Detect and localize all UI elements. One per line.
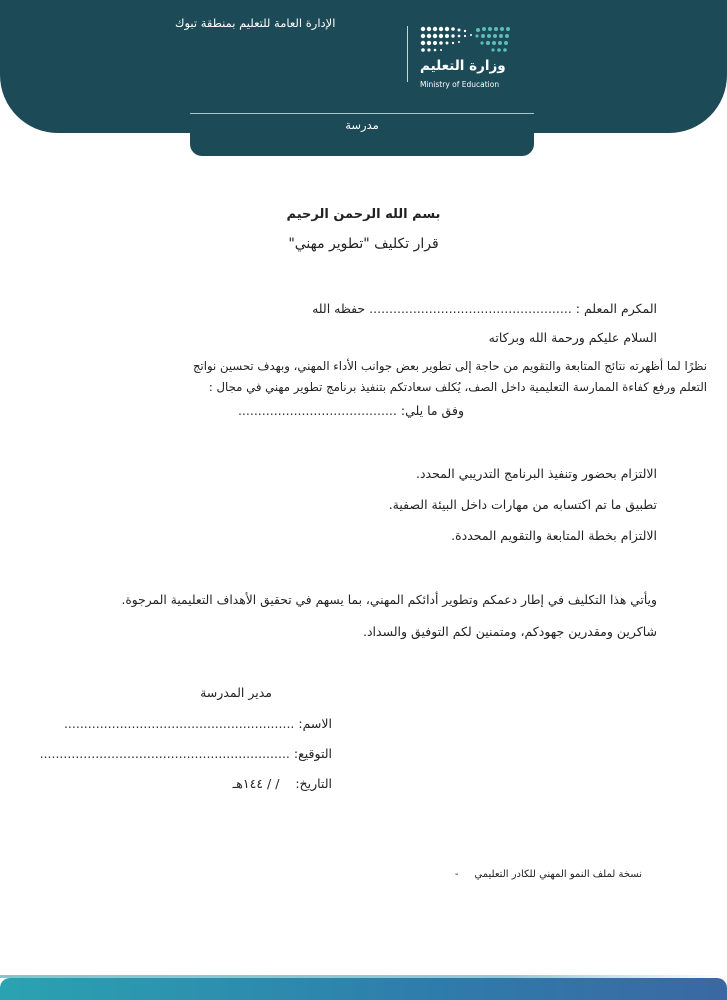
footnote-bullet: - xyxy=(454,869,459,880)
date-label: التاريخ: xyxy=(295,776,332,791)
body-line-2: التعلم ورفع كفاءة الممارسة التعليمية داخل الصف، يُكلف سعادتكم بتنفيذ برنامج تطوير مهني في مجال : xyxy=(208,380,707,394)
addressee-label: المكرم المعلم : xyxy=(575,301,657,316)
list-item: الالتزام بخطة المتابعة والتقويم المحددة. xyxy=(451,528,657,543)
signature-dots: ............................................................... xyxy=(39,746,290,761)
signature-role: مدير المدرسة xyxy=(200,685,272,700)
footnote xyxy=(455,869,642,880)
addressee-suffix: حفظه الله xyxy=(312,301,366,316)
ministry-logo-english: Ministry of Education xyxy=(420,80,500,89)
header-divider xyxy=(407,26,408,82)
addressee-line xyxy=(312,301,657,316)
name-label: الاسم: xyxy=(298,716,332,731)
body-line-3-text: وفق ما يلي: xyxy=(400,403,464,418)
list-item: الالتزام بحضور وتنفيذ البرنامج التدريبي المحدد. xyxy=(416,466,657,481)
footnote-text: نسخة لملف النمو المهني للكادر التعليمي xyxy=(474,869,642,880)
addressee-dots: ................................................... xyxy=(369,301,572,316)
document-title: قرار تكليف "تطوير مهني" xyxy=(288,236,439,252)
closing-line-1: ويأتي هذا التكليف في إطار دعمكم وتطوير أدائكم المهني، بما يسهم في تحقيق الأهداف التعليمية المرجوة. xyxy=(121,593,657,607)
date-value: / / ١٤٤هـ xyxy=(232,776,280,791)
body-line-3-dots: ........................................ xyxy=(237,403,397,418)
signature-label: التوقيع: xyxy=(293,746,332,761)
department-name: الإدارة العامة للتعليم بمنطقة تبوك xyxy=(175,16,336,30)
greeting: السلام عليكم ورحمة الله وبركاته xyxy=(488,330,657,345)
signature-name-line xyxy=(64,716,332,731)
ministry-logo-arabic: وزارة التعليم xyxy=(420,58,506,74)
signature-sign-line xyxy=(40,746,332,761)
body-line-3 xyxy=(238,403,464,418)
school-label: مدرسة xyxy=(345,118,379,132)
list-item: تطبيق ما تم اكتسابه من مهارات داخل البيئة الصفية. xyxy=(388,497,657,512)
school-tab-border xyxy=(190,113,534,114)
basmala: بسم الله الرحمن الرحيم xyxy=(286,207,441,222)
ministry-logo-icon xyxy=(420,23,515,59)
body-line-1: نظرًا لما أظهرته نتائج المتابعة والتقويم من حاجة إلى تطوير بعض جوانب الأداء المهني، وبهدف تحسين نواتج xyxy=(192,359,707,373)
closing-line-2: شاكرين ومقدرين جهودكم، ومتمنين لكم التوفيق والسداد. xyxy=(363,624,657,639)
footer-band xyxy=(0,978,727,1000)
signature-date-line xyxy=(233,776,332,791)
name-dots: .......................................................... xyxy=(63,716,295,731)
